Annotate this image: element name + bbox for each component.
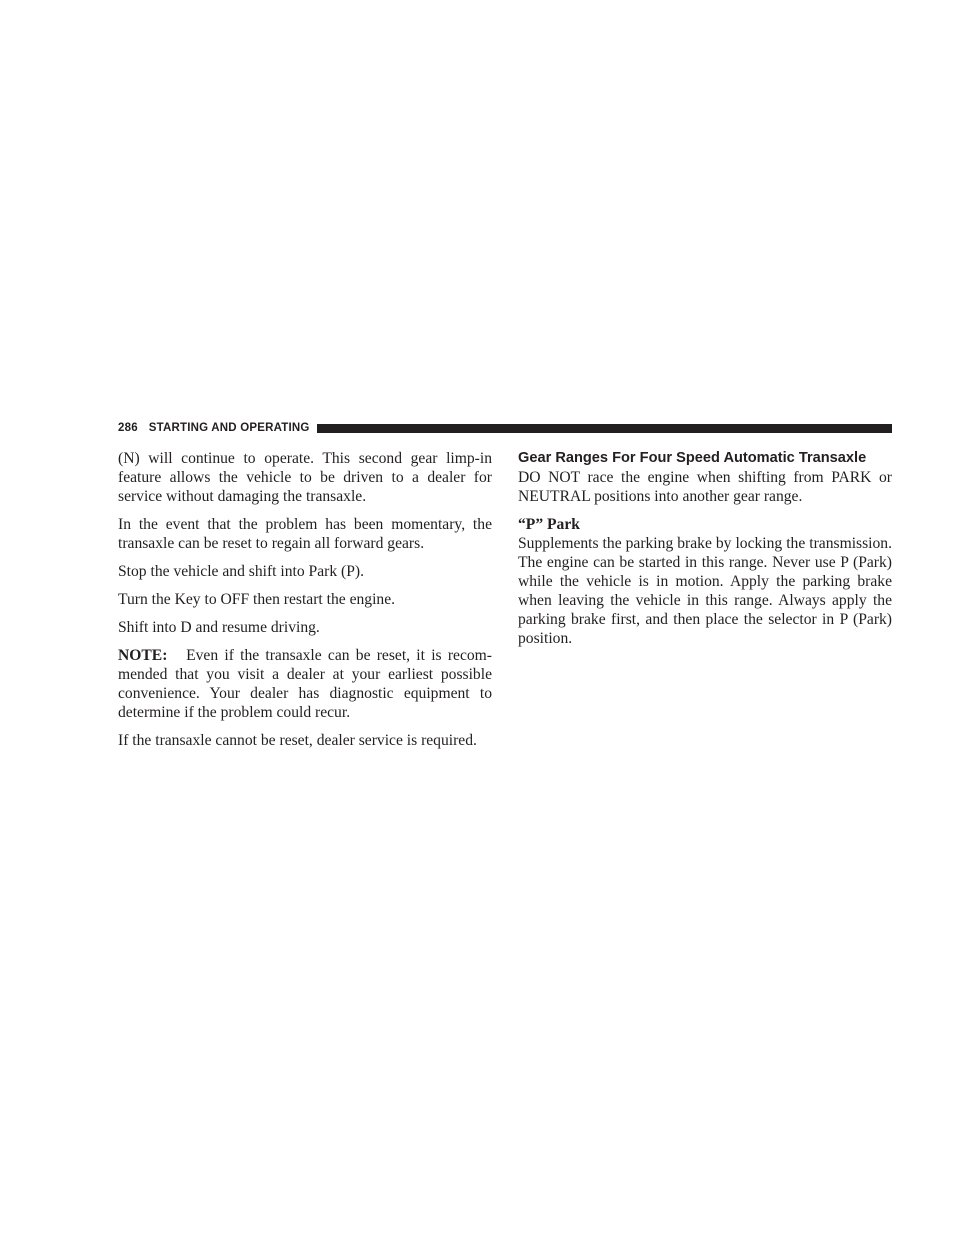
note-text: Even if the transaxle can be reset, it is recommended that you visit a dealer at your earliest possible convenience. Your dealer has diagnostic equipment to determine if the problem could recur. [118,647,492,721]
paragraph-park: Supplements the parking brake by locking the transmission. The engine can be started in this range. Never use P (Park) while the vehicle is in motion. Apply the parking brake when leaving the vehicle in this range. Always apply the parking brake first, and then place the selector in P (Park) position. [518,535,892,647]
paragraph-do-not-race: DO NOT race the engine when shifting from PARK or NEUTRAL positions into another gear range. [518,469,892,505]
page-header [118,420,892,436]
gear-ranges-heading: Gear Ranges For Four Speed Automatic Transaxle [518,450,867,466]
note-label: NOTE: [118,647,168,664]
paragraph-shift-drive: Shift into D and resume driving. [118,619,320,636]
paragraph-reset: In the event that the problem has been momentary, the transaxle can be reset to regain all forward gears. [118,516,492,552]
note-paragraph [118,646,492,722]
header-rule [317,424,892,433]
left-column [118,449,492,759]
page-number: 286 [118,422,138,434]
paragraph-dealer-service: If the transaxle cannot be reset, dealer service is required. [118,732,477,749]
paragraph-stop-vehicle: Stop the vehicle and shift into Park (P). [118,563,364,580]
paragraph-limp-in: (N) will continue to operate. This second gear limp-in feature allows the vehicle to be driven to a dealer for service without damaging the transaxle. [118,450,492,505]
paragraph-turn-key: Turn the Key to OFF then restart the engine. [118,591,396,608]
section-title: STARTING AND OPERATING [148,422,310,434]
park-subheading: “P” Park [518,516,580,533]
right-column [518,449,892,657]
